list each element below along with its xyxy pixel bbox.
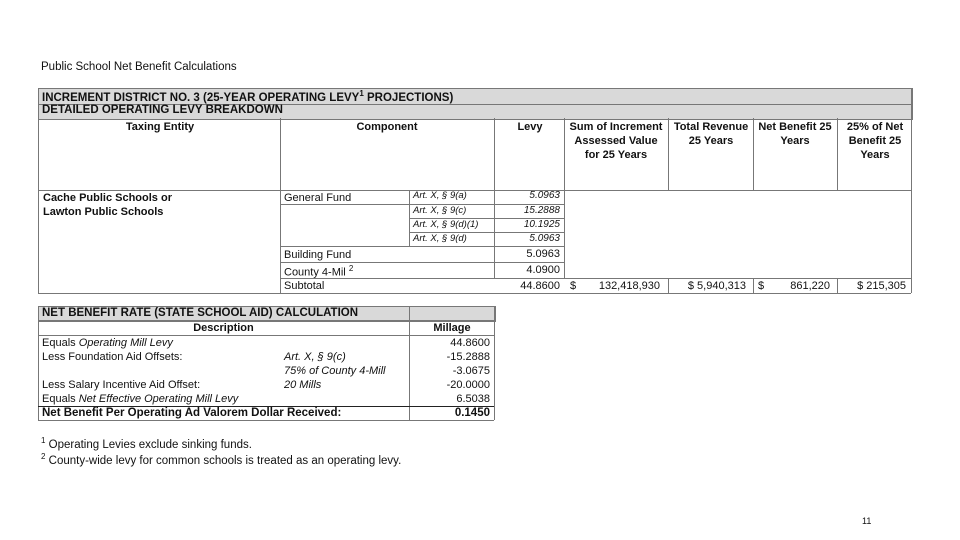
header-taxing-entity: Taxing Entity bbox=[125, 121, 195, 133]
header-net-benefit: Net Benefit 25 Years bbox=[758, 121, 832, 147]
row-foundation-aid-ref: Art. X, § 9(c) bbox=[284, 351, 346, 363]
gf-ref-9d: Art. X, § 9(d) bbox=[413, 233, 467, 244]
row-salary-incentive-offset: Less Salary Incentive Aid Offset: bbox=[42, 379, 201, 391]
header-description: Description bbox=[193, 322, 254, 334]
taxing-entity-line2: Lawton Public Schools bbox=[43, 206, 164, 218]
footnote-1: $^1$ Operating Levies exclude sinking funds. bbox=[41, 436, 252, 451]
subtotal-net-dollar: $ bbox=[758, 280, 765, 292]
county-mill-value: 4.0900 bbox=[526, 264, 560, 276]
building-fund-value: 5.0963 bbox=[526, 248, 560, 260]
subtotal-sum: 132,418,930 bbox=[598, 280, 660, 292]
header-levy: Levy bbox=[517, 121, 543, 133]
subtotal-sum-dollar: $ bbox=[570, 280, 577, 292]
header-pct-net-benefit: 25% of Net Benefit 25 Years bbox=[846, 121, 904, 161]
net-benefit-total-value: 0.1450 bbox=[454, 407, 490, 419]
row-county-mill-ref: 75% of County 4-Mill bbox=[284, 365, 386, 377]
gf-ref-9d1: Art. X, § 9(d)(1) bbox=[413, 219, 479, 230]
county-mill-label: County 4-Mil $^2$ bbox=[284, 264, 354, 279]
row-net-effective-levy-value: 6.5038 bbox=[456, 393, 490, 405]
building-fund-label: Building Fund bbox=[284, 249, 352, 261]
gf-value-9a: 5.0963 bbox=[529, 190, 560, 201]
row-net-effective-levy: Equals Net Effective Operating Mill Levy bbox=[42, 393, 239, 405]
row-operating-mill-levy: Equals Operating Mill Levy bbox=[42, 337, 173, 349]
subtotal-label: Subtotal bbox=[284, 280, 325, 292]
gf-ref-9c: Art. X, § 9(c) bbox=[413, 205, 467, 216]
subtotal-revenue: $ 5,940,313 bbox=[687, 280, 746, 292]
page-number: 11 bbox=[862, 516, 872, 526]
header-total-revenue: Total Revenue 25 Years bbox=[673, 121, 749, 147]
header-millage: Millage bbox=[433, 322, 471, 334]
subtotal-pct: $ 215,305 bbox=[857, 280, 906, 292]
gf-value-9c: 15.2888 bbox=[523, 205, 560, 216]
gf-ref-9a: Art. X, § 9(a) bbox=[413, 190, 467, 201]
row-operating-mill-levy-value: 44.8600 bbox=[450, 337, 490, 349]
header-component: Component bbox=[356, 121, 418, 133]
taxing-entity-line1: Cache Public Schools or bbox=[43, 192, 172, 204]
page-title: Public School Net Benefit Calculations bbox=[41, 61, 237, 73]
gf-value-9d: 5.0963 bbox=[529, 233, 560, 244]
gf-value-9d1: 10.1925 bbox=[523, 219, 560, 230]
net-benefit-total-label: Net Benefit Per Operating Ad Valorem Dollar Received: bbox=[42, 407, 342, 419]
table2-title: NET BENEFIT RATE (STATE SCHOOL AID) CALCULATION bbox=[42, 307, 359, 319]
table1-subtitle: DETAILED OPERATING LEVY BREAKDOWN bbox=[42, 104, 283, 116]
row-foundation-aid-offsets: Less Foundation Aid Offsets: bbox=[42, 351, 183, 363]
footnote-2: $^2$ County-wide levy for common schools is treated as an operating levy. bbox=[41, 452, 402, 467]
table1-title: INCREMENT DISTRICT NO. 3 (25-YEAR OPERATING LEVY$^1$ PROJECTIONS) bbox=[42, 89, 454, 104]
row-county-mill-value: -3.0675 bbox=[452, 365, 490, 377]
subtotal-levy: 44.8600 bbox=[520, 280, 560, 292]
subtotal-net: 861,220 bbox=[790, 280, 830, 292]
row-foundation-aid-value: -15.2888 bbox=[446, 351, 490, 363]
row-salary-incentive-value: -20.0000 bbox=[446, 379, 490, 391]
header-sum-increment: Sum of Increment Assessed Value for 25 Years bbox=[569, 121, 663, 161]
general-fund-label: General Fund bbox=[284, 192, 352, 204]
row-salary-incentive-ref: 20 Mills bbox=[284, 379, 322, 391]
